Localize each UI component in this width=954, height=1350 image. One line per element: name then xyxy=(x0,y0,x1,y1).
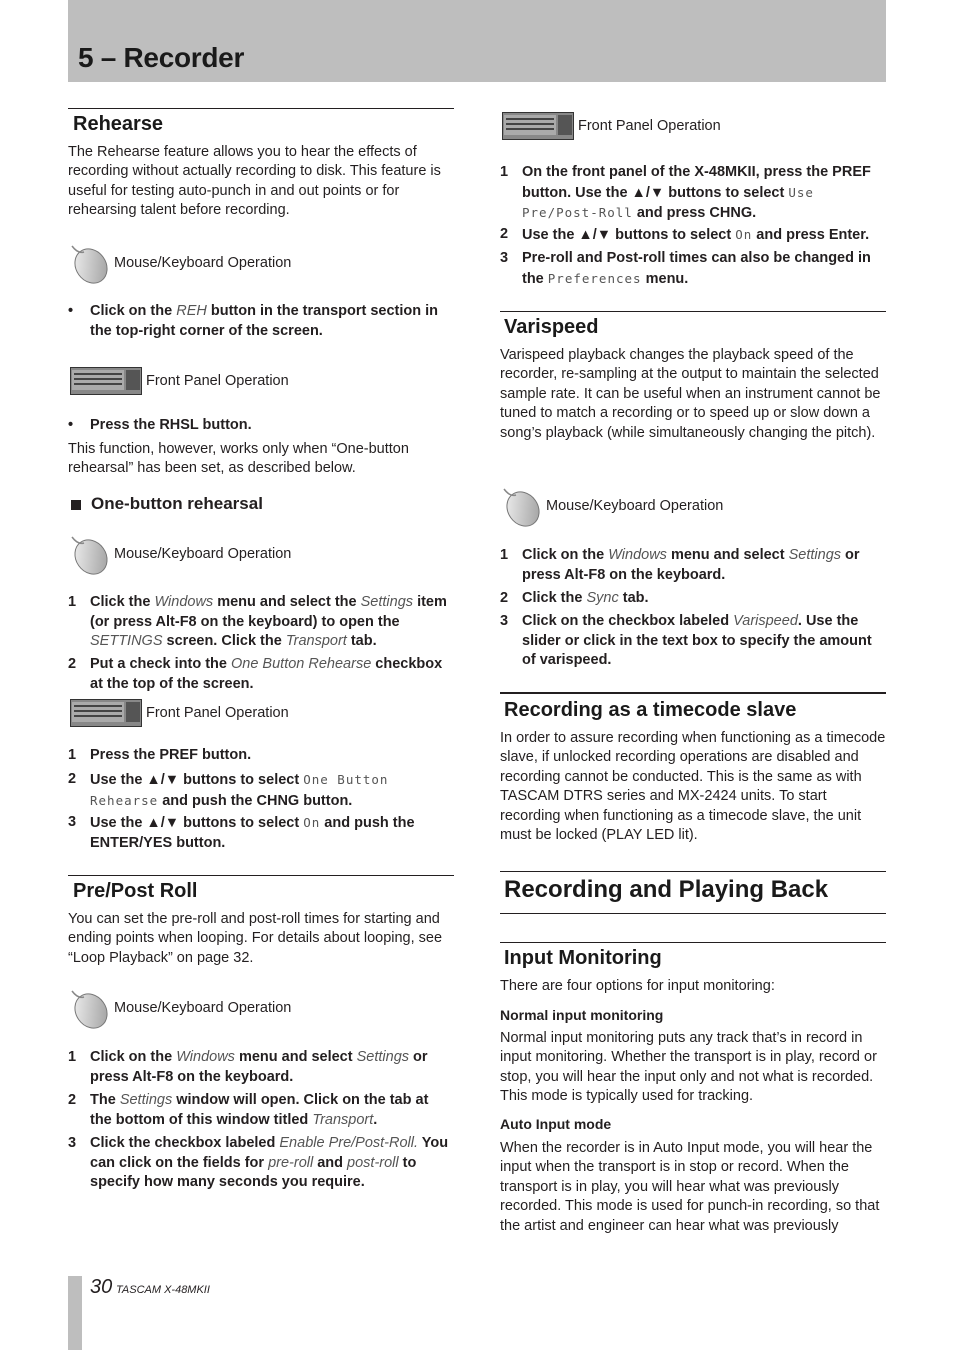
prepost-panel-step-3: 3 Pre-roll and Post-roll times can also be changed in the Preferences menu. xyxy=(500,250,871,287)
prepost-panel-step-1: 1 On the front panel of the X-48MKII, press the PREF button. Use the ▲/▼ buttons to select Use Pre/Post-Roll and press CHNG. xyxy=(500,164,871,222)
chapter-title: 5 – Recorder xyxy=(78,42,245,73)
front-panel-icon xyxy=(502,112,574,140)
prepost-intro: You can set the pre-roll and post-roll times for starting and ending points when looping. For details about looping, see “Loop Playback” on page 32. xyxy=(68,911,443,966)
mouse-op-text: Mouse/Keyboard Operation xyxy=(114,255,292,271)
prepost-panel-step-2: 2 Use the ▲/▼ buttons to select On and press Enter. xyxy=(500,226,870,243)
section-rule xyxy=(500,871,886,872)
varispeed-step-1: 1 Click on the Windows menu and select Settings or press Alt-F8 on the keyboard. xyxy=(500,547,860,583)
square-bullet-icon xyxy=(71,500,81,510)
panel-op-text: Front Panel Operation xyxy=(146,373,289,389)
varispeed-intro: Varispeed playback changes the playback speed of the recorder, re-sampling at the output to maintain the selected sample rate. It can be useful when an instrument cannot be tuned to match a recording or to speed up or slow down a song’s playback (while simultaneously changing the pitch). xyxy=(500,347,881,441)
section-rule xyxy=(500,311,886,312)
panel-op-text: Front Panel Operation xyxy=(578,118,721,134)
one-button-heading: One-button rehearsal xyxy=(71,494,263,514)
mouse-icon xyxy=(68,985,110,1031)
rehearse-panel-bullet: • Press the RHSL button. xyxy=(68,417,252,433)
section-rule xyxy=(500,913,886,914)
section-rule xyxy=(500,692,886,694)
playback-heading: Recording and Playing Back xyxy=(504,876,829,903)
mouse-op-label xyxy=(68,537,291,571)
mouse-icon xyxy=(500,483,542,529)
rehearse-mouse-bullet: • Click on the REH button in the transport section in the top-right corner of the screen. xyxy=(68,303,439,339)
panel-op-label xyxy=(70,364,289,398)
input-heading: Input Monitoring xyxy=(504,947,662,969)
varispeed-heading: Varispeed xyxy=(504,316,599,338)
one-button-mouse-step-2: 2 Put a check into the One Button Rehearse checkbox at the top of the screen. xyxy=(68,656,443,692)
front-panel-icon xyxy=(70,699,142,727)
input-intro: There are four options for input monitoring: xyxy=(500,978,775,994)
varispeed-step-3: 3 Click on the checkbox labeled Varispeed. Use the slider or click in the text box to specify the amount of varispeed. xyxy=(500,613,872,669)
auto-input-heading: Auto Input mode xyxy=(500,1116,612,1132)
page-number: 30 xyxy=(90,1276,113,1298)
panel-op-label xyxy=(70,696,289,730)
prepost-mouse-step-1: 1 Click on the Windows menu and select Settings or press Alt-F8 on the keyboard. xyxy=(68,1049,428,1085)
mouse-op-label xyxy=(68,991,291,1025)
timecode-body: In order to assure recording when functioning as a timecode slave, if unlocked recording operations are disabled and recording cannot be conducted. This is the same as with TASCAM DTRS series and MX-2424 units. To start recording when functioning as a timecode slave, the unit must be locked (PLAY LED lit). xyxy=(500,730,886,844)
product-name: TASCAM X-48MKII xyxy=(116,1284,210,1296)
mouse-icon xyxy=(68,531,110,577)
section-rule xyxy=(68,108,454,109)
mouse-op-text: Mouse/Keyboard Operation xyxy=(114,546,292,562)
panel-op-text: Front Panel Operation xyxy=(146,705,289,721)
one-button-panel-step-3: 3 Use the ▲/▼ buttons to select On and push the ENTER/YES button. xyxy=(68,814,415,851)
section-rule xyxy=(68,875,454,876)
section-rule xyxy=(500,942,886,943)
one-button-mouse-step-1: 1 Click the Windows menu and select the Settings item (or press Alt-F8 on the keyboard) to open the SETTINGS screen. Click the Transport tab. xyxy=(68,594,447,650)
panel-op-label xyxy=(502,109,721,143)
timecode-heading: Recording as a timecode slave xyxy=(504,699,797,721)
rehearse-heading: Rehearse xyxy=(73,113,164,135)
prepost-mouse-step-2: 2 The Settings window will open. Click on the tab at the bottom of this window titled Transport. xyxy=(68,1092,429,1128)
mouse-op-text: Mouse/Keyboard Operation xyxy=(114,1000,292,1016)
varispeed-step-2: 2 Click the Sync tab. xyxy=(500,590,649,606)
prepost-mouse-step-3: 3 Click the checkbox labeled Enable Pre/Post-Roll. You can click on the fields for pre-roll and post-roll to specify how many seconds you require. xyxy=(68,1135,449,1191)
rehearse-note: This function, however, works only when “One-button rehearsal” has been set, as described below. xyxy=(68,441,409,477)
auto-input-body: When the recorder is in Auto Input mode, you will hear the input when the transport is in stop or record. When the transport is in play, you will hear what was previously recorded. This mode is used for punch-in recording, so that the artist and engineer can hear what was previously xyxy=(500,1140,880,1234)
normal-monitoring-body: Normal input monitoring puts any track that’s in record in input monitoring. Whether the transport is in play, record or stop, you will hear the input only and not what is recorded. This mode is typically used for tracking. xyxy=(500,1030,877,1105)
prepost-heading: Pre/Post Roll xyxy=(73,880,198,902)
front-panel-icon xyxy=(70,367,142,395)
rehearse-intro: The Rehearse feature allows you to hear the effects of recording without actually recording to disk. This feature is useful for testing auto-punch in and out points or for rehearsing talent before recording. xyxy=(68,144,441,219)
mouse-op-label xyxy=(500,489,723,523)
normal-monitoring-heading: Normal input monitoring xyxy=(500,1007,664,1023)
one-button-panel-step-1: 1 Press the PREF button. xyxy=(68,747,252,763)
mouse-op-text: Mouse/Keyboard Operation xyxy=(546,498,724,514)
mouse-icon xyxy=(68,240,110,286)
footer-bar xyxy=(68,1276,82,1350)
one-button-panel-step-2: 2 Use the ▲/▼ buttons to select One Button Rehearse and push the CHNG button. xyxy=(68,771,389,809)
mouse-op-label xyxy=(68,246,291,280)
